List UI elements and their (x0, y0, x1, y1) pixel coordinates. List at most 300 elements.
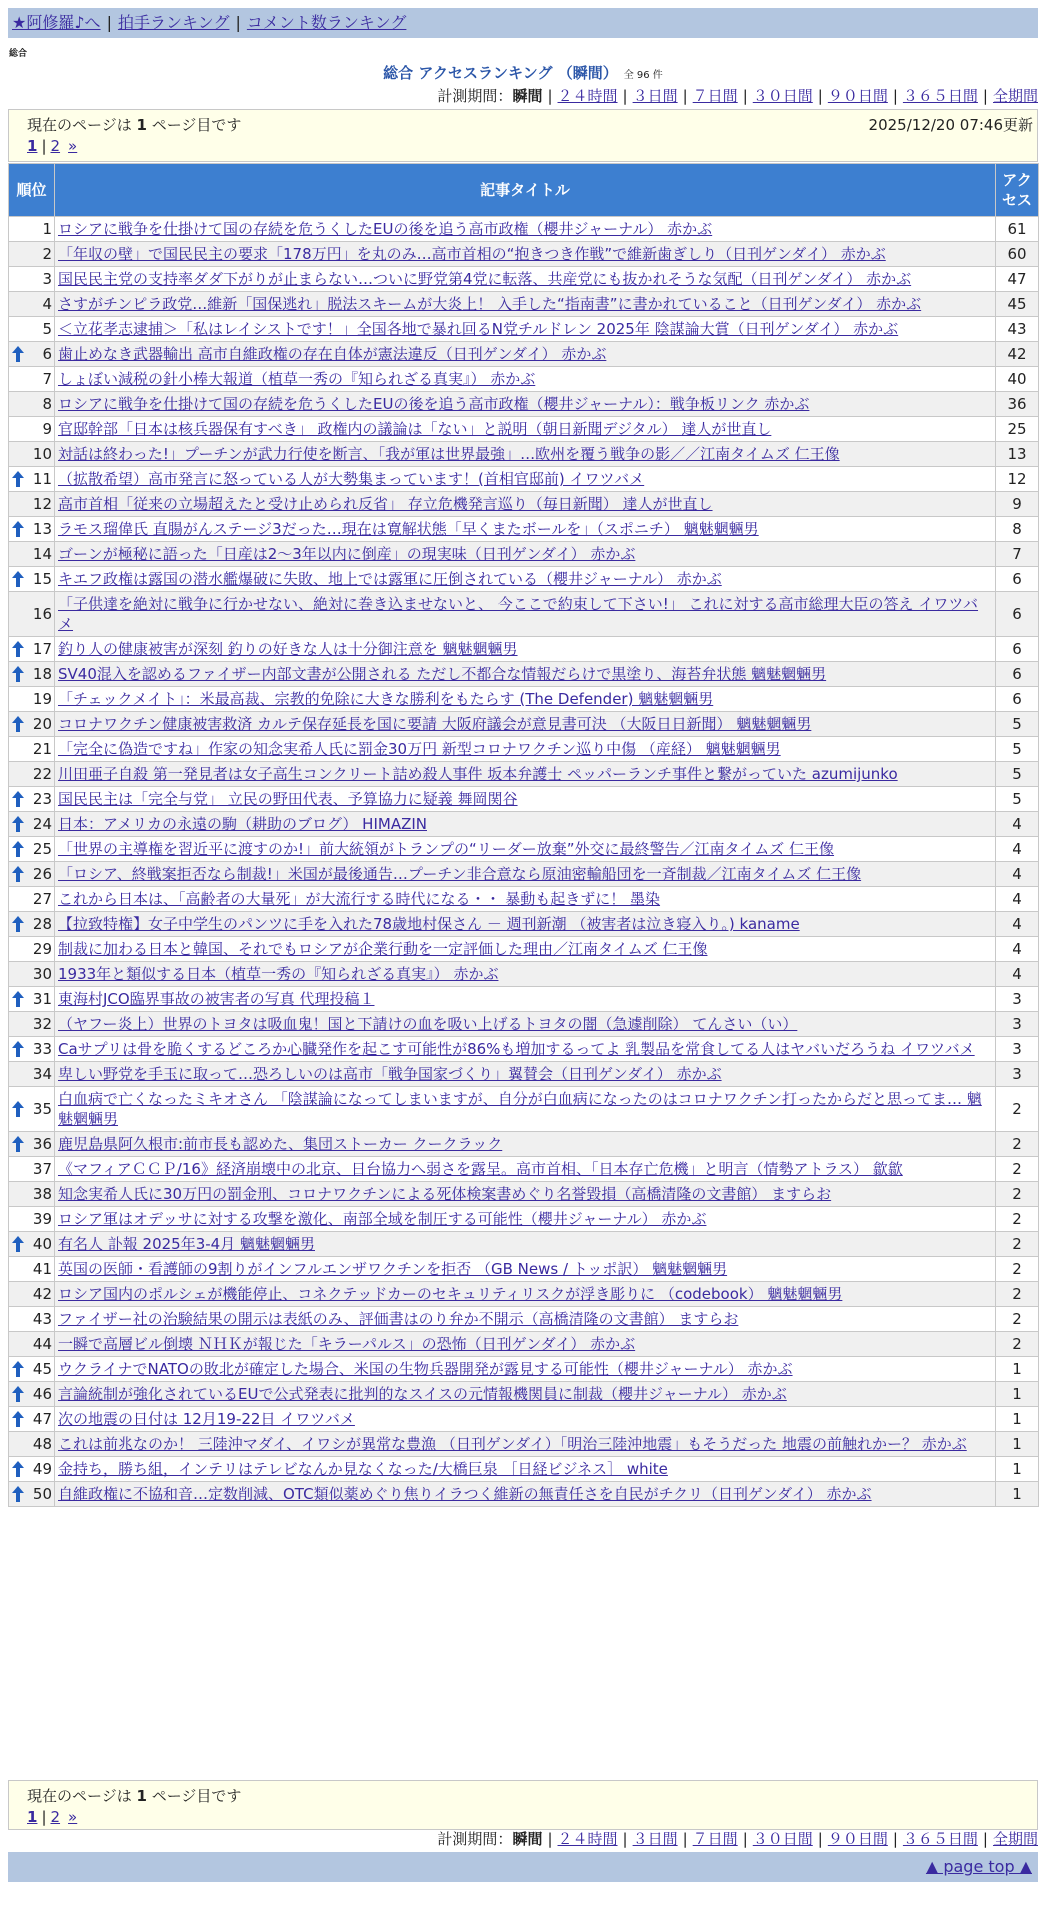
access-count: 9 (996, 492, 1039, 517)
article-title-link[interactable]: 高市首相「従来の立場超えたと受け止められ反省」 存立危機発言巡り（毎日新聞） 達人が世直し (58, 495, 713, 513)
rank-number: 31 (32, 990, 52, 1008)
bottom-bar (8, 1852, 1038, 1882)
rank-number: 5 (42, 320, 52, 338)
access-count: 6 (996, 687, 1039, 712)
rank-number: 47 (32, 1410, 52, 1428)
title-cell (55, 1257, 996, 1282)
rank-up-arrow-icon (12, 1461, 24, 1477)
access-count: 5 (996, 787, 1039, 812)
nav-separator: | (235, 13, 241, 32)
table-row (9, 887, 1039, 912)
table-row (9, 1457, 1039, 1482)
article-title-link[interactable]: 制裁に加わる日本と韓国、それでもロシアが企業行動を一定評価した理由／江南タイムズ 仁王像 (58, 940, 708, 958)
title-cell (55, 317, 996, 342)
rank-cell (9, 1307, 55, 1332)
table-row (9, 1037, 1039, 1062)
access-count: 4 (996, 912, 1039, 937)
article-title-link[interactable]: ＜立花孝志逮捕＞「私はレイシストです！」全国各地で暴れ回るN党チルドレン 2025年 陰謀論大賞（日刊ゲンダイ） 赤かぶ (58, 320, 899, 338)
title-cell (55, 442, 996, 467)
title-cell (55, 217, 996, 242)
article-title-link[interactable]: 白血病で亡くなったミキオさん 「陰謀論になってしまいますが、自分が白血病になったのはコロナワクチン打ったからだと思ってま… 魑魅魍魎男 (58, 1090, 982, 1128)
article-title-link[interactable]: 東海村JCO臨界事故の被害者の写真 代理投稿１ (58, 990, 375, 1008)
rank-number: 48 (32, 1435, 52, 1453)
title-header: 記事タイトル (55, 164, 996, 217)
article-title-link[interactable]: しょぼい減税の針小棒大報道（植草一秀の『知られざる真実』） 赤かぶ (58, 370, 536, 388)
access-count: 5 (996, 737, 1039, 762)
rank-cell (9, 1407, 55, 1432)
article-title-link[interactable]: 「世界の主導権を習近平に渡すのか!」前大統領がトランプの“リーダー放棄”外交に最終警告／江南タイムズ 仁王像 (58, 840, 835, 858)
access-count: 4 (996, 862, 1039, 887)
title-cell (55, 1132, 996, 1157)
table-row (9, 492, 1039, 517)
period-option-link[interactable]: 全期間 (992, 1830, 1038, 1848)
period-option-link[interactable]: ２４時間 (557, 1830, 618, 1848)
table-row (9, 1087, 1039, 1132)
rank-up-arrow-icon (12, 991, 24, 1007)
rank-number: 14 (32, 545, 52, 563)
table-row (9, 217, 1039, 242)
table-row (9, 242, 1039, 267)
title-cell (55, 737, 996, 762)
rank-up-arrow-icon (12, 1136, 24, 1152)
rank-number: 36 (32, 1135, 52, 1153)
title-cell (55, 1482, 996, 1507)
rank-number: 50 (32, 1485, 52, 1503)
rank-number: 22 (32, 765, 52, 783)
article-title-link[interactable]: 官邸幹部「日本は核兵器保有すべき」 政権内の議論は「ない」と説明（朝日新聞デジタル） 達人が世直し (58, 420, 772, 438)
article-title-link[interactable]: さすがチンピラ政党…維新「国保逃れ」脱法スキームが大炎上！ 入手した“指南書”に書かれていること（日刊ゲンダイ） 赤かぶ (58, 295, 922, 313)
rank-cell (9, 417, 55, 442)
access-count: 6 (996, 662, 1039, 687)
rank-up-arrow-icon (12, 1101, 24, 1117)
article-title-link[interactable]: 「ロシア、終戦案拒否なら制裁!」米国が最後通告…プーチン非合意なら原油密輸船団を一斉制裁／江南タイムズ 仁王像 (58, 865, 862, 883)
article-title-link[interactable]: ロシア国内のポルシェが機能停止、コネクテッドカーのセキュリティリスクが浮き彫りに （codebook） 魑魅魍魎男 (58, 1285, 843, 1303)
table-row (9, 1207, 1039, 1232)
rank-up-arrow-icon (12, 1236, 24, 1252)
page-1-link[interactable]: 1 (27, 1808, 38, 1826)
period-option-link[interactable]: ２４時間 (557, 87, 618, 105)
access-count: 6 (996, 567, 1039, 592)
rank-number: 24 (32, 815, 52, 833)
access-count: 1 (996, 1407, 1039, 1432)
rank-number: 3 (42, 270, 52, 288)
article-title-link[interactable]: 一瞬で高層ビル倒壊 ＮＨＫが報じた「キラーパルス」の恐怖（日刊ゲンダイ） 赤かぶ (58, 1335, 636, 1353)
title-cell (55, 1407, 996, 1432)
title-cell (55, 1357, 996, 1382)
rank-number: 16 (32, 605, 52, 623)
rank-cell (9, 962, 55, 987)
title-cell (55, 1012, 996, 1037)
table-row (9, 662, 1039, 687)
access-count: 1 (996, 1482, 1039, 1507)
access-count: 5 (996, 762, 1039, 787)
rank-cell (9, 737, 55, 762)
table-row (9, 912, 1039, 937)
title-cell (55, 987, 996, 1012)
period-selector-bottom: 計測期間：瞬間 | ２４時間 | ３日間 | ７日間 | ３０日間 | ９０日間 | ３６５日間 | 全期間 (437, 1830, 1038, 1848)
rank-cell (9, 1432, 55, 1457)
title-cell (55, 417, 996, 442)
title-cell (55, 592, 996, 637)
table-row (9, 292, 1039, 317)
access-count: 36 (996, 392, 1039, 417)
rank-cell (9, 1457, 55, 1482)
rank-cell (9, 492, 55, 517)
rank-cell (9, 1037, 55, 1062)
access-count: 2 (996, 1232, 1039, 1257)
rank-cell (9, 1257, 55, 1282)
page-status: 現在のページは 1 ページ目です (27, 1787, 242, 1805)
rank-up-arrow-icon (12, 816, 24, 832)
period-current: 瞬間 (512, 87, 543, 105)
table-row (9, 762, 1039, 787)
table-row (9, 962, 1039, 987)
article-title-link[interactable]: 釣り人の健康被害が深刻 釣りの好きな人は十分御注意を 魑魅魍魎男 (58, 640, 518, 658)
table-row (9, 787, 1039, 812)
rank-number: 13 (32, 520, 52, 538)
access-count: 6 (996, 592, 1039, 637)
period-label: 計測期間： (437, 87, 513, 105)
table-row (9, 542, 1039, 567)
ranking-title: 総合 アクセスランキング （瞬間） (383, 64, 618, 82)
table-row (9, 937, 1039, 962)
rank-up-arrow-icon (12, 1486, 24, 1502)
period-label: 計測期間： (437, 1830, 513, 1848)
access-count: 2 (996, 1307, 1039, 1332)
rank-cell (9, 1232, 55, 1257)
rank-number: 11 (32, 470, 52, 488)
access-count: 7 (996, 542, 1039, 567)
rank-number: 41 (32, 1260, 52, 1278)
article-title-link[interactable]: ゴーンが極秘に語った「日産は2〜3年以内に倒産」の現実味（日刊ゲンダイ） 赤かぶ (58, 545, 636, 563)
table-row (9, 987, 1039, 1012)
rank-number: 43 (32, 1310, 52, 1328)
pagination: 1 | 2 » (27, 1808, 78, 1826)
title-cell (55, 762, 996, 787)
pagination: 1 | 2 » (27, 137, 78, 155)
article-title-link[interactable]: 有名人 訃報 2025年3-4月 魑魅魍魎男 (58, 1235, 315, 1253)
title-cell (55, 1382, 996, 1407)
rank-number: 2 (42, 245, 52, 263)
rank-number: 30 (32, 965, 52, 983)
rank-number: 4 (42, 295, 52, 313)
article-title-link[interactable]: Caサプリは骨を脆くするどころか心臓発作を起こす可能性が86%も増加するってよ 乳製品を常食してる人はヤバいだろうね イワツバメ (58, 1040, 975, 1058)
title-cell (55, 1037, 996, 1062)
article-title-link[interactable]: 《マフィアＣＣＰ/16》経済崩壊中の北京、日台協力へ弱さを露呈。高市首相、「日本存亡危機」と明言（情勢アトラス） 歙歙 (58, 1160, 903, 1178)
home-link[interactable]: ★阿修羅♪へ (12, 13, 101, 32)
article-title-link[interactable]: 日本：アメリカの永遠の駒（耕助のブログ） HIMAZIN (58, 815, 427, 833)
article-title-link[interactable]: 次の地震の日付は 12月19-22日 イワツバメ (58, 1410, 355, 1428)
rank-number: 1 (42, 220, 52, 238)
rank-cell (9, 1207, 55, 1232)
period-option-link[interactable]: ９０日間 (827, 1830, 888, 1848)
article-title-link[interactable]: 自維政権に不協和音…定数削減、OTC類似薬めぐり焦りイラつく維新の無責任さを自民がチクリ（日刊ゲンダイ） 赤かぶ (58, 1485, 872, 1503)
rank-cell (9, 592, 55, 637)
period-option-link[interactable]: ３６５日間 (902, 87, 978, 105)
table-row (9, 637, 1039, 662)
article-title-link[interactable]: 国民民主党の支持率ダダ下がりが止まらない…ついに野党第4党に転落、共産党にも抜かれそうな気配（日刊ゲンダイ） 赤かぶ (58, 270, 912, 288)
title-cell (55, 712, 996, 737)
table-row (9, 862, 1039, 887)
rank-number: 20 (32, 715, 52, 733)
table-row (9, 1062, 1039, 1087)
rank-number: 18 (32, 665, 52, 683)
title-cell (55, 367, 996, 392)
table-row (9, 1157, 1039, 1182)
title-cell (55, 662, 996, 687)
rank-up-arrow-icon (12, 641, 24, 657)
title-cell (55, 912, 996, 937)
rank-cell (9, 217, 55, 242)
access-count: 2 (996, 1332, 1039, 1357)
title-cell (55, 1457, 996, 1482)
access-count: 40 (996, 367, 1039, 392)
access-count: 5 (996, 712, 1039, 737)
article-title-link[interactable]: 言論統制が強化されているEUで公式発表に批判的なスイスの元情報機関員に制裁（櫻井ジャーナル） 赤かぶ (58, 1385, 787, 1403)
rank-cell (9, 317, 55, 342)
article-title-link[interactable]: ラモス瑠偉氏 直腸がんステージ3だった…現在は寛解状態「早くまたボールを」（スポニチ） 魑魅魍魎男 (58, 520, 759, 538)
article-title-link[interactable]: これは前兆なのか！ 三陸沖マダイ、イワシが異常な豊漁 （日刊ゲンダイ）「明治三陸沖地震」もそうだった 地震の前触れかー？ 赤かぶ (58, 1435, 967, 1453)
rank-number: 19 (32, 690, 52, 708)
access-count: 12 (996, 467, 1039, 492)
article-title-link[interactable]: 国民民主は「完全与党」 立民の野田代表、予算協力に疑義 舞岡関谷 (58, 790, 518, 808)
article-title-link[interactable]: ウクライナでNATOの敗北が確定した場合、米国の生物兵器開発が露見する可能性（櫻井ジャーナル） 赤かぶ (58, 1360, 793, 1378)
rank-cell (9, 1382, 55, 1407)
rank-cell (9, 1132, 55, 1157)
page-1-link[interactable]: 1 (27, 137, 38, 155)
article-title-link[interactable]: 「子供達を絶対に戦争に行かせない、絶対に巻き込ませないと、 今ここで約束して下さい!」 これに対する高市総理大臣の答え イワツバメ (58, 595, 979, 633)
title-cell (55, 862, 996, 887)
access-count: 4 (996, 812, 1039, 837)
rank-header: 順位 (9, 164, 55, 217)
period-option-link[interactable]: ３０日間 (752, 87, 813, 105)
table-row (9, 712, 1039, 737)
rank-cell (9, 442, 55, 467)
clap-ranking-link[interactable]: 拍手ランキング (117, 13, 230, 32)
title-cell (55, 392, 996, 417)
period-option-link[interactable]: 全期間 (992, 87, 1038, 105)
rank-cell (9, 242, 55, 267)
rank-cell (9, 987, 55, 1012)
access-header: アクセス (996, 164, 1039, 217)
table-row (9, 567, 1039, 592)
article-title-link[interactable]: 【拉致特権】女子中学生のパンツに手を入れた78歳地村保さん － 週刊新潮 （被害者は泣き寝入り。) kaname (58, 915, 800, 933)
title-cell (55, 542, 996, 567)
title-cell (55, 837, 996, 862)
period-option-link[interactable]: ７日間 (692, 1830, 738, 1848)
access-count: 43 (996, 317, 1039, 342)
rank-cell (9, 912, 55, 937)
access-count: 2 (996, 1157, 1039, 1182)
article-title-link[interactable]: キエフ政権は露国の潜水艦爆破に失敗、地上では露軍に圧倒されている（櫻井ジャーナル） 赤かぶ (58, 570, 722, 588)
rank-cell (9, 1357, 55, 1382)
access-count: 2 (996, 1087, 1039, 1132)
title-cell (55, 1157, 996, 1182)
rank-number: 46 (32, 1385, 52, 1403)
access-count: 13 (996, 442, 1039, 467)
table-row (9, 592, 1039, 637)
rank-cell (9, 762, 55, 787)
article-title-link[interactable]: ロシアに戦争を仕掛けて国の存続を危うくしたEUの後を追う高市政権（櫻井ジャーナル）：戦争板リンク 赤かぶ (58, 395, 810, 413)
article-title-link[interactable]: 鹿児島県阿久根市:前市長も認めた、集団ストーカー クークラック (58, 1135, 503, 1153)
rank-cell (9, 837, 55, 862)
article-title-link[interactable]: （ヤフー炎上）世界のトヨタは吸血鬼！国と下請けの血を吸い上げるトヨタの闇（急遽削除） てんさい（い） (58, 1015, 798, 1033)
article-title-link[interactable]: 英国の医師・看護師の9割りがインフルエンザワクチンを拒否 （GB News / トッポ訳） 魑魅魍魎男 (58, 1260, 728, 1278)
title-cell (55, 1182, 996, 1207)
rank-cell (9, 517, 55, 542)
rank-number: 32 (32, 1015, 52, 1033)
article-title-link[interactable]: 金持ち，勝ち組，インテリはテレビなんか見なくなった/大橋巨泉 ［日経ビジネス］ white (58, 1460, 668, 1478)
article-title-link[interactable]: （拡散希望）高市発言に怒っている人が大勢集まっています！(首相官邸前) イワツバメ (58, 470, 645, 488)
rank-number: 29 (32, 940, 52, 958)
article-title-link[interactable]: 「年収の壁」で国民民主の要求「178万円」を丸のみ…高市首相の“抱きつき作戦”で維新歯ぎしり（日刊ゲンダイ） 赤かぶ (58, 245, 886, 263)
next-page-link[interactable]: » (68, 1808, 78, 1826)
table-row (9, 1357, 1039, 1382)
rank-number: 7 (42, 370, 52, 388)
title-cell (55, 812, 996, 837)
rank-up-arrow-icon (12, 1361, 24, 1377)
access-count: 8 (996, 517, 1039, 542)
rank-number: 28 (32, 915, 52, 933)
access-count: 2 (996, 1257, 1039, 1282)
top-nav (8, 8, 1038, 38)
title-cell (55, 787, 996, 812)
access-count: 2 (996, 1182, 1039, 1207)
table-row (9, 1407, 1039, 1432)
rank-cell (9, 1182, 55, 1207)
table-row (9, 517, 1039, 542)
title-cell (55, 1307, 996, 1332)
table-row (9, 687, 1039, 712)
article-title-link[interactable]: 川田亜子自殺 第一発見者は女子高生コンクリート詰め殺人事件 坂本弁護士 ペッパーランチ事件と繋がっていた azumijunko (58, 765, 898, 783)
rank-number: 42 (32, 1285, 52, 1303)
table-row (9, 1382, 1039, 1407)
access-count: 42 (996, 342, 1039, 367)
rank-up-arrow-icon (12, 471, 24, 487)
rank-cell (9, 812, 55, 837)
period-option-link[interactable]: ３０日間 (752, 1830, 813, 1848)
article-title-link[interactable]: 卑しい野党を手玉に取って…恐ろしいのは高市「戦争国家づくり」翼賛会（日刊ゲンダイ） 赤かぶ (58, 1065, 722, 1083)
title-cell (55, 492, 996, 517)
rank-up-arrow-icon (12, 916, 24, 932)
access-count: 2 (996, 1207, 1039, 1232)
rank-number: 8 (42, 395, 52, 413)
title-cell (55, 1087, 996, 1132)
access-count: 3 (996, 1062, 1039, 1087)
rank-cell (9, 267, 55, 292)
article-title-link[interactable]: 「チェックメイト」：米最高裁、宗教的免除に大きな勝利をもたらす (The Defender) 魑魅魍魎男 (58, 690, 714, 708)
rank-up-arrow-icon (12, 1411, 24, 1427)
table-row (9, 1232, 1039, 1257)
rank-cell (9, 662, 55, 687)
title-cell (55, 342, 996, 367)
rank-cell (9, 467, 55, 492)
title-cell (55, 292, 996, 317)
comment-ranking-link[interactable]: コメント数ランキング (246, 13, 407, 32)
rank-cell (9, 567, 55, 592)
access-count: 4 (996, 962, 1039, 987)
page-top-link[interactable]: ▲ page top ▲ (925, 1857, 1032, 1876)
access-count: 1 (996, 1382, 1039, 1407)
table-row (9, 467, 1039, 492)
period-option-link[interactable]: ７日間 (692, 87, 738, 105)
table-row (9, 837, 1039, 862)
page-2-link[interactable]: 2 (50, 137, 61, 155)
article-title-link[interactable]: コロナワクチン健康被害救済 カルテ保存延長を国に要請 大阪府議会が意見書可決 （大阪日日新聞） 魑魅魍魎男 (58, 715, 812, 733)
table-row (9, 1332, 1039, 1357)
updated-timestamp: 2025/12/20 07:46更新 (868, 116, 1033, 134)
period-option-link[interactable]: ３日間 (632, 1830, 678, 1848)
rank-cell (9, 687, 55, 712)
rank-number: 21 (32, 740, 52, 758)
rank-cell (9, 787, 55, 812)
title-cell (55, 637, 996, 662)
title-cell (55, 887, 996, 912)
nav-separator: | (106, 13, 112, 32)
rank-up-arrow-icon (12, 666, 24, 682)
rank-cell (9, 637, 55, 662)
access-count: 61 (996, 217, 1039, 242)
rank-number: 27 (32, 890, 52, 908)
article-title-link[interactable]: ロシアに戦争を仕掛けて国の存続を危うくしたEUの後を追う高市政権（櫻井ジャーナル） 赤かぶ (58, 220, 713, 238)
rank-number: 34 (32, 1065, 52, 1083)
rank-cell (9, 862, 55, 887)
access-count: 45 (996, 292, 1039, 317)
rank-up-arrow-icon (12, 521, 24, 537)
table-row (9, 1307, 1039, 1332)
table-row (9, 317, 1039, 342)
article-title-link[interactable]: ロシア軍はオデッサに対する攻撃を激化、南部全域を制圧する可能性（櫻井ジャーナル） 赤かぶ (58, 1210, 707, 1228)
item-count: 全 96 件 (623, 70, 663, 81)
rank-number: 40 (32, 1235, 52, 1253)
article-title-link[interactable]: ファイザー社の治験結果の開示は表紙のみ、評価書はのり弁か不開示（高橋清隆の文書館） ますらお (58, 1310, 739, 1328)
page-2-link[interactable]: 2 (50, 1808, 61, 1826)
table-row (9, 1132, 1039, 1157)
title-cell (55, 567, 996, 592)
period-option-link[interactable]: ３６５日間 (902, 1830, 978, 1848)
title-cell (55, 517, 996, 542)
next-page-link[interactable]: » (68, 137, 78, 155)
rank-cell (9, 1157, 55, 1182)
access-count: 3 (996, 1012, 1039, 1037)
title-cell (55, 467, 996, 492)
period-option-link[interactable]: ３日間 (632, 87, 678, 105)
rank-cell (9, 1332, 55, 1357)
access-count: 4 (996, 837, 1039, 862)
rank-number: 23 (32, 790, 52, 808)
rank-number: 17 (32, 640, 52, 658)
page-status: 現在のページは 1 ページ目です (27, 116, 242, 134)
article-title-link[interactable]: SV40混入を認めるファイザー内部文書が公開される ただし不都合な情報だらけで黒塗り、海苔弁状態 魑魅魍魎男 (58, 665, 827, 683)
access-count: 25 (996, 417, 1039, 442)
category-label: 総合 (9, 49, 28, 59)
title-cell (55, 1232, 996, 1257)
article-title-link[interactable]: 1933年と類似する日本（植草一秀の『知られざる真実』） 赤かぶ (58, 965, 499, 983)
article-title-link[interactable]: 知念実希人氏に30万円の罰金刑、コロナワクチンによる死体検案書めぐり名誉毀損（高橋清隆の文書館） ますらお (58, 1185, 832, 1203)
article-title-link[interactable]: 対話は終わった!」プーチンが武力行使を断言、「我が軍は世界最強」…欧州を覆う戦争の影／／江南タイムズ 仁王像 (58, 445, 840, 463)
title-cell (55, 1282, 996, 1307)
table-row (9, 367, 1039, 392)
rank-number: 25 (32, 840, 52, 858)
article-title-link[interactable]: これから日本は、「高齢者の大量死」が大流行する時代になる・・ 暴動も起きずに！ 墨染 (58, 890, 661, 908)
rank-up-arrow-icon (12, 571, 24, 587)
period-option-link[interactable]: ９０日間 (827, 87, 888, 105)
rank-cell (9, 937, 55, 962)
article-title-link[interactable]: 「完全に偽造ですね」作家の知念実希人氏に罰金30万円 新型コロナワクチン巡り中傷 （産経） 魑魅魍魎男 (58, 740, 781, 758)
rank-up-arrow-icon (12, 791, 24, 807)
page-info-top (8, 109, 1038, 162)
article-title-link[interactable]: 歯止めなき武器輸出 高市自維政権の存在自体が憲法違反（日刊ゲンダイ） 赤かぶ (58, 345, 607, 363)
